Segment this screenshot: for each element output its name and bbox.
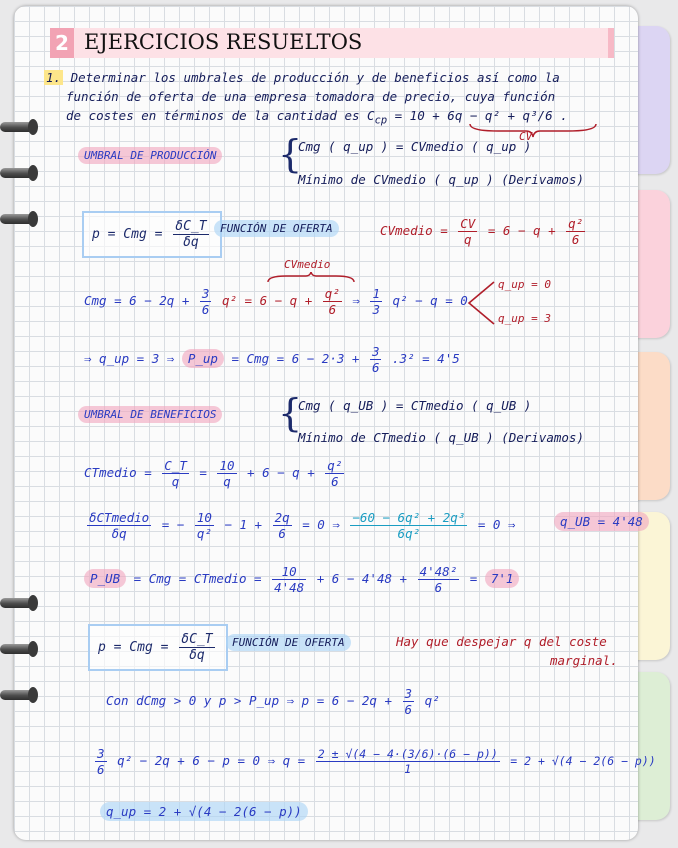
cost-rhs: = 10 + 6q − q² + q³/6 . [394,108,568,123]
binder-ring-1 [0,122,36,132]
supply-note-1: Hay que despejar q del coste [396,634,607,649]
cv-label: CV [519,130,533,143]
production-cond-2: Mínimo de CVmedio ( q_up ) (Derivamos) [298,172,584,187]
problem-line-2: función de oferta de una empresa tomadora de precio, cuya función [66,89,556,104]
section-header [50,28,614,58]
cv-underbrace [468,122,598,138]
cost-lhs: C [367,108,375,123]
supply-function-label-2: FUNCIÓN DE OFERTA [226,636,351,649]
pup-result: ⇒ q_up = 3 ⇒ P_up = Cmg = 6 − 2·3 + $\frac{3}{6}$ .3² = 4'5 [84,344,460,375]
ctmedio-equation: CTmedio = $\frac{C\_T}{q}$ = $\frac{10}{q}$ + 6 − q + $\frac{\text{q²}}{6}$ [84,458,343,489]
ctmedio-derivative: $\frac{\text{δCTmedio}}{\delta q}$ = − $\frac{10}{\text{q²}}$ − 1 + $\frac{2q}{6}$ = 0 ⇒ $\frac{\text{−60 − 6q² + 2q³}}{\text{6q²}}$ = 0 ⇒ [89,510,516,541]
problem-line-3: de costes en términos de la cantidad es [66,108,360,123]
cvmedio-equation: CVmedio = $\frac{CV}{q}$ = 6 − q + $\frac{\text{q²}}{6}$ [380,216,584,247]
notebook-page [14,6,656,840]
root-2: q_up = 3 [498,312,551,325]
cost-sub: cp [374,114,388,127]
problem-line-1: Determinar los umbrales de producción y de beneficios así como la [70,70,560,85]
supply-function-label-1: FUNCIÓN DE OFERTA [214,222,339,235]
roots-fork [466,278,496,328]
pub-equation: P_UB = Cmg = CTmedio = $\frac{10}{4'48}$ + 6 − 4'48 + $\frac{\text{4'48²}}{6}$ = 7'1 [84,564,519,595]
supply-note-2: marginal. [550,653,618,668]
cmg-equation: Cmg = 6 − 2q + $\frac{3}{6}$ q² = 6 − q + $\frac{\text{q²}}{6}$ ⇒ $\frac{1}{3}$ q² − q = 0 [84,286,468,317]
binder-ring-6 [0,690,36,700]
qub-result: q_UB = 4'48 [554,514,649,529]
benefit-cond-1: Cmg ( q_UB ) = CTmedio ( q_UB ) [298,398,532,413]
supply-final: q_up = 2 + √(4 − 2(6 − p)) [100,804,308,819]
price-cmg-box-2: p = Cmg = $\frac{\delta C\_T}{\delta q}$ [88,624,228,671]
root-1: q_up = 0 [498,278,551,291]
production-brace: { [278,132,303,176]
price-cmg-box-1: p = Cmg = $\frac{\delta C\_T}{\delta q}$ [82,211,222,258]
production-cond-1: Cmg ( q_up ) = CVmedio ( q_up ) [298,139,532,154]
section-title: EJERCICIOS RESUELTOS [84,30,363,54]
benefit-cond-2: Mínimo de CTmedio ( q_UB ) (Derivamos) [298,430,584,445]
binder-ring-4 [0,598,36,608]
section-number: 2 [50,28,74,58]
cvmedio-brace-label: CVmedio [284,258,331,271]
benefit-threshold-label: UMBRAL DE BENEFICIOS [78,408,222,421]
quadratic-solution: $\frac{3}{6}$ q² − 2q + 6 − p = 0 ⇒ q = $\frac{2 \pm √(4 - 4\cdot(3/6)\cdot(6 - p))}{1}$ = 2 + √(4 − 2(6 − p)) [97,746,656,777]
cvmedio-overbrace [266,272,356,284]
binder-ring-5 [0,644,36,654]
production-threshold-label: UMBRAL DE PRODUCCIÓN [78,149,222,162]
binder-ring-3 [0,214,36,224]
binder-ring-2 [0,168,36,178]
supply-condition: Con dCmg > 0 y p > P_up ⇒ p = 6 − 2q + $\frac{3}{6}$ q² [106,686,440,717]
problem-number: 1. [46,70,62,85]
benefit-brace: { [278,391,303,435]
